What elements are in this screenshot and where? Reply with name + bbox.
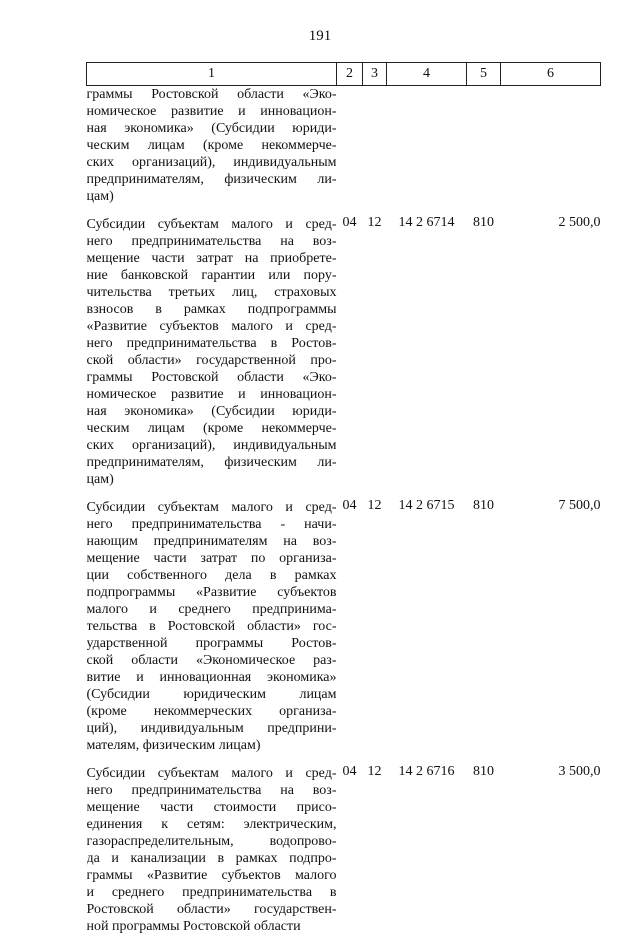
table-row — [87, 763, 601, 944]
row-description — [87, 763, 337, 944]
subsection-code: 12 — [367, 215, 382, 230]
description-line: цам) — [86, 189, 114, 204]
column-header: 2 — [337, 63, 363, 86]
description-line: ской области» государственной про- — [86, 353, 337, 368]
description-line: ции собственного дела в рамках — [86, 568, 337, 583]
target-article-code: 14 2 6715 — [398, 498, 455, 513]
description-line: мещение части затрат по организа- — [86, 551, 337, 566]
subsection-code: 12 — [367, 764, 382, 779]
section-code: 04 — [342, 764, 357, 779]
expense-type-code: 810 — [473, 215, 494, 230]
description-line: Субсидии субъектам малого и сред- — [86, 217, 337, 232]
description-line: граммы Ростовской области «Эко- — [86, 87, 337, 102]
section-code: 04 — [342, 498, 357, 513]
description-line: нающим предпринимателям на воз- — [86, 534, 337, 549]
description-line: ских организаций), индивидуальным — [86, 155, 337, 170]
description-line: ударственной программы Ростов- — [86, 636, 337, 651]
description-line: малого и среднего предпринима- — [86, 602, 337, 617]
description-line: ской области «Экономическое раз- — [86, 653, 337, 668]
subsection-code — [363, 86, 387, 215]
description-line: него предпринимательства на воз- — [86, 783, 337, 798]
amount-value: 7 500,0 — [558, 498, 601, 513]
table-header-row — [87, 63, 601, 86]
row-description — [87, 214, 337, 497]
description-line: ной программы Ростовской области — [86, 919, 301, 934]
amount-value — [501, 86, 601, 215]
target-article-code — [387, 86, 467, 215]
section-code: 04 — [342, 215, 357, 230]
description-line: (Субсидии юридическим лицам — [86, 687, 337, 702]
description-line: мещение части стоимости присо- — [86, 800, 337, 815]
expense-type-code: 810 — [473, 764, 494, 779]
description-line: подпрограммы «Развитие субъектов — [86, 585, 337, 600]
budget-table — [86, 62, 601, 944]
expense-type-code — [467, 86, 501, 215]
section-code — [337, 86, 363, 215]
description-line: номическое развитие и инновацион- — [86, 104, 337, 119]
amount-value: 3 500,0 — [558, 764, 601, 779]
description-line: и среднего предпринимательства в — [86, 885, 337, 900]
description-line: Субсидии субъектам малого и сред- — [86, 766, 337, 781]
description-line: ние банковской гарантии или пору- — [86, 268, 337, 283]
table-row — [87, 214, 601, 497]
description-line: него предпринимательства в Ростов- — [86, 336, 337, 351]
target-article-code: 14 2 6714 — [398, 215, 455, 230]
description-line: ная экономика» (Субсидии юриди- — [86, 404, 337, 419]
description-line: предпринимателям, физическим ли- — [86, 172, 337, 187]
description-line: граммы Ростовской области «Эко- — [86, 370, 337, 385]
description-line: ческим лицам (кроме некоммерче- — [86, 421, 337, 436]
description-line: ских организаций), индивидуальным — [86, 438, 337, 453]
description-line: предпринимателям, физическим ли- — [86, 455, 337, 470]
amount-value: 2 500,0 — [558, 215, 601, 230]
row-description — [87, 497, 337, 763]
description-line: тельства в Ростовской области» гос- — [86, 619, 337, 634]
subsection-code: 12 — [367, 498, 382, 513]
description-line: ций), индивидуальным предприни- — [86, 721, 337, 736]
description-line: мателям, физическим лицам) — [86, 738, 261, 753]
description-line: витие и инновационная экономика» — [86, 670, 337, 685]
description-line: (кроме некоммерческих организа- — [86, 704, 337, 719]
description-line: газораспределительным, водопрово- — [86, 834, 337, 849]
column-header: 5 — [467, 63, 501, 86]
description-line: ческим лицам (кроме некоммерче- — [86, 138, 337, 153]
table-row — [87, 497, 601, 763]
description-line: да и канализации в рамках подпро- — [86, 851, 337, 866]
row-description — [87, 86, 337, 215]
description-line: цам) — [86, 472, 114, 487]
description-line: Ростовской области» государствен- — [86, 902, 337, 917]
description-line: ная экономика» (Субсидии юриди- — [86, 121, 337, 136]
description-line: номическое развитие и инновацион- — [86, 387, 337, 402]
description-line: граммы «Развитие субъектов малого — [86, 868, 337, 883]
description-line: него предпринимательства на воз- — [86, 234, 337, 249]
description-line: чительства третьих лиц, страховых — [86, 285, 337, 300]
target-article-code: 14 2 6716 — [398, 764, 455, 779]
expense-type-code: 810 — [473, 498, 494, 513]
description-line: Субсидии субъектам малого и сред- — [86, 500, 337, 515]
table-row — [87, 86, 601, 215]
column-header: 1 — [87, 63, 337, 86]
column-header: 4 — [387, 63, 467, 86]
page-number: 191 — [308, 28, 332, 44]
column-header: 6 — [501, 63, 601, 86]
description-line: мещение части затрат на приобрете- — [86, 251, 337, 266]
description-line: взносов в рамках подпрограммы — [86, 302, 337, 317]
description-line: него предпринимательства - начи- — [86, 517, 337, 532]
description-line: единения к сетям: электрическим, — [86, 817, 337, 832]
description-line: «Развитие субъектов малого и сред- — [86, 319, 337, 334]
column-header: 3 — [363, 63, 387, 86]
